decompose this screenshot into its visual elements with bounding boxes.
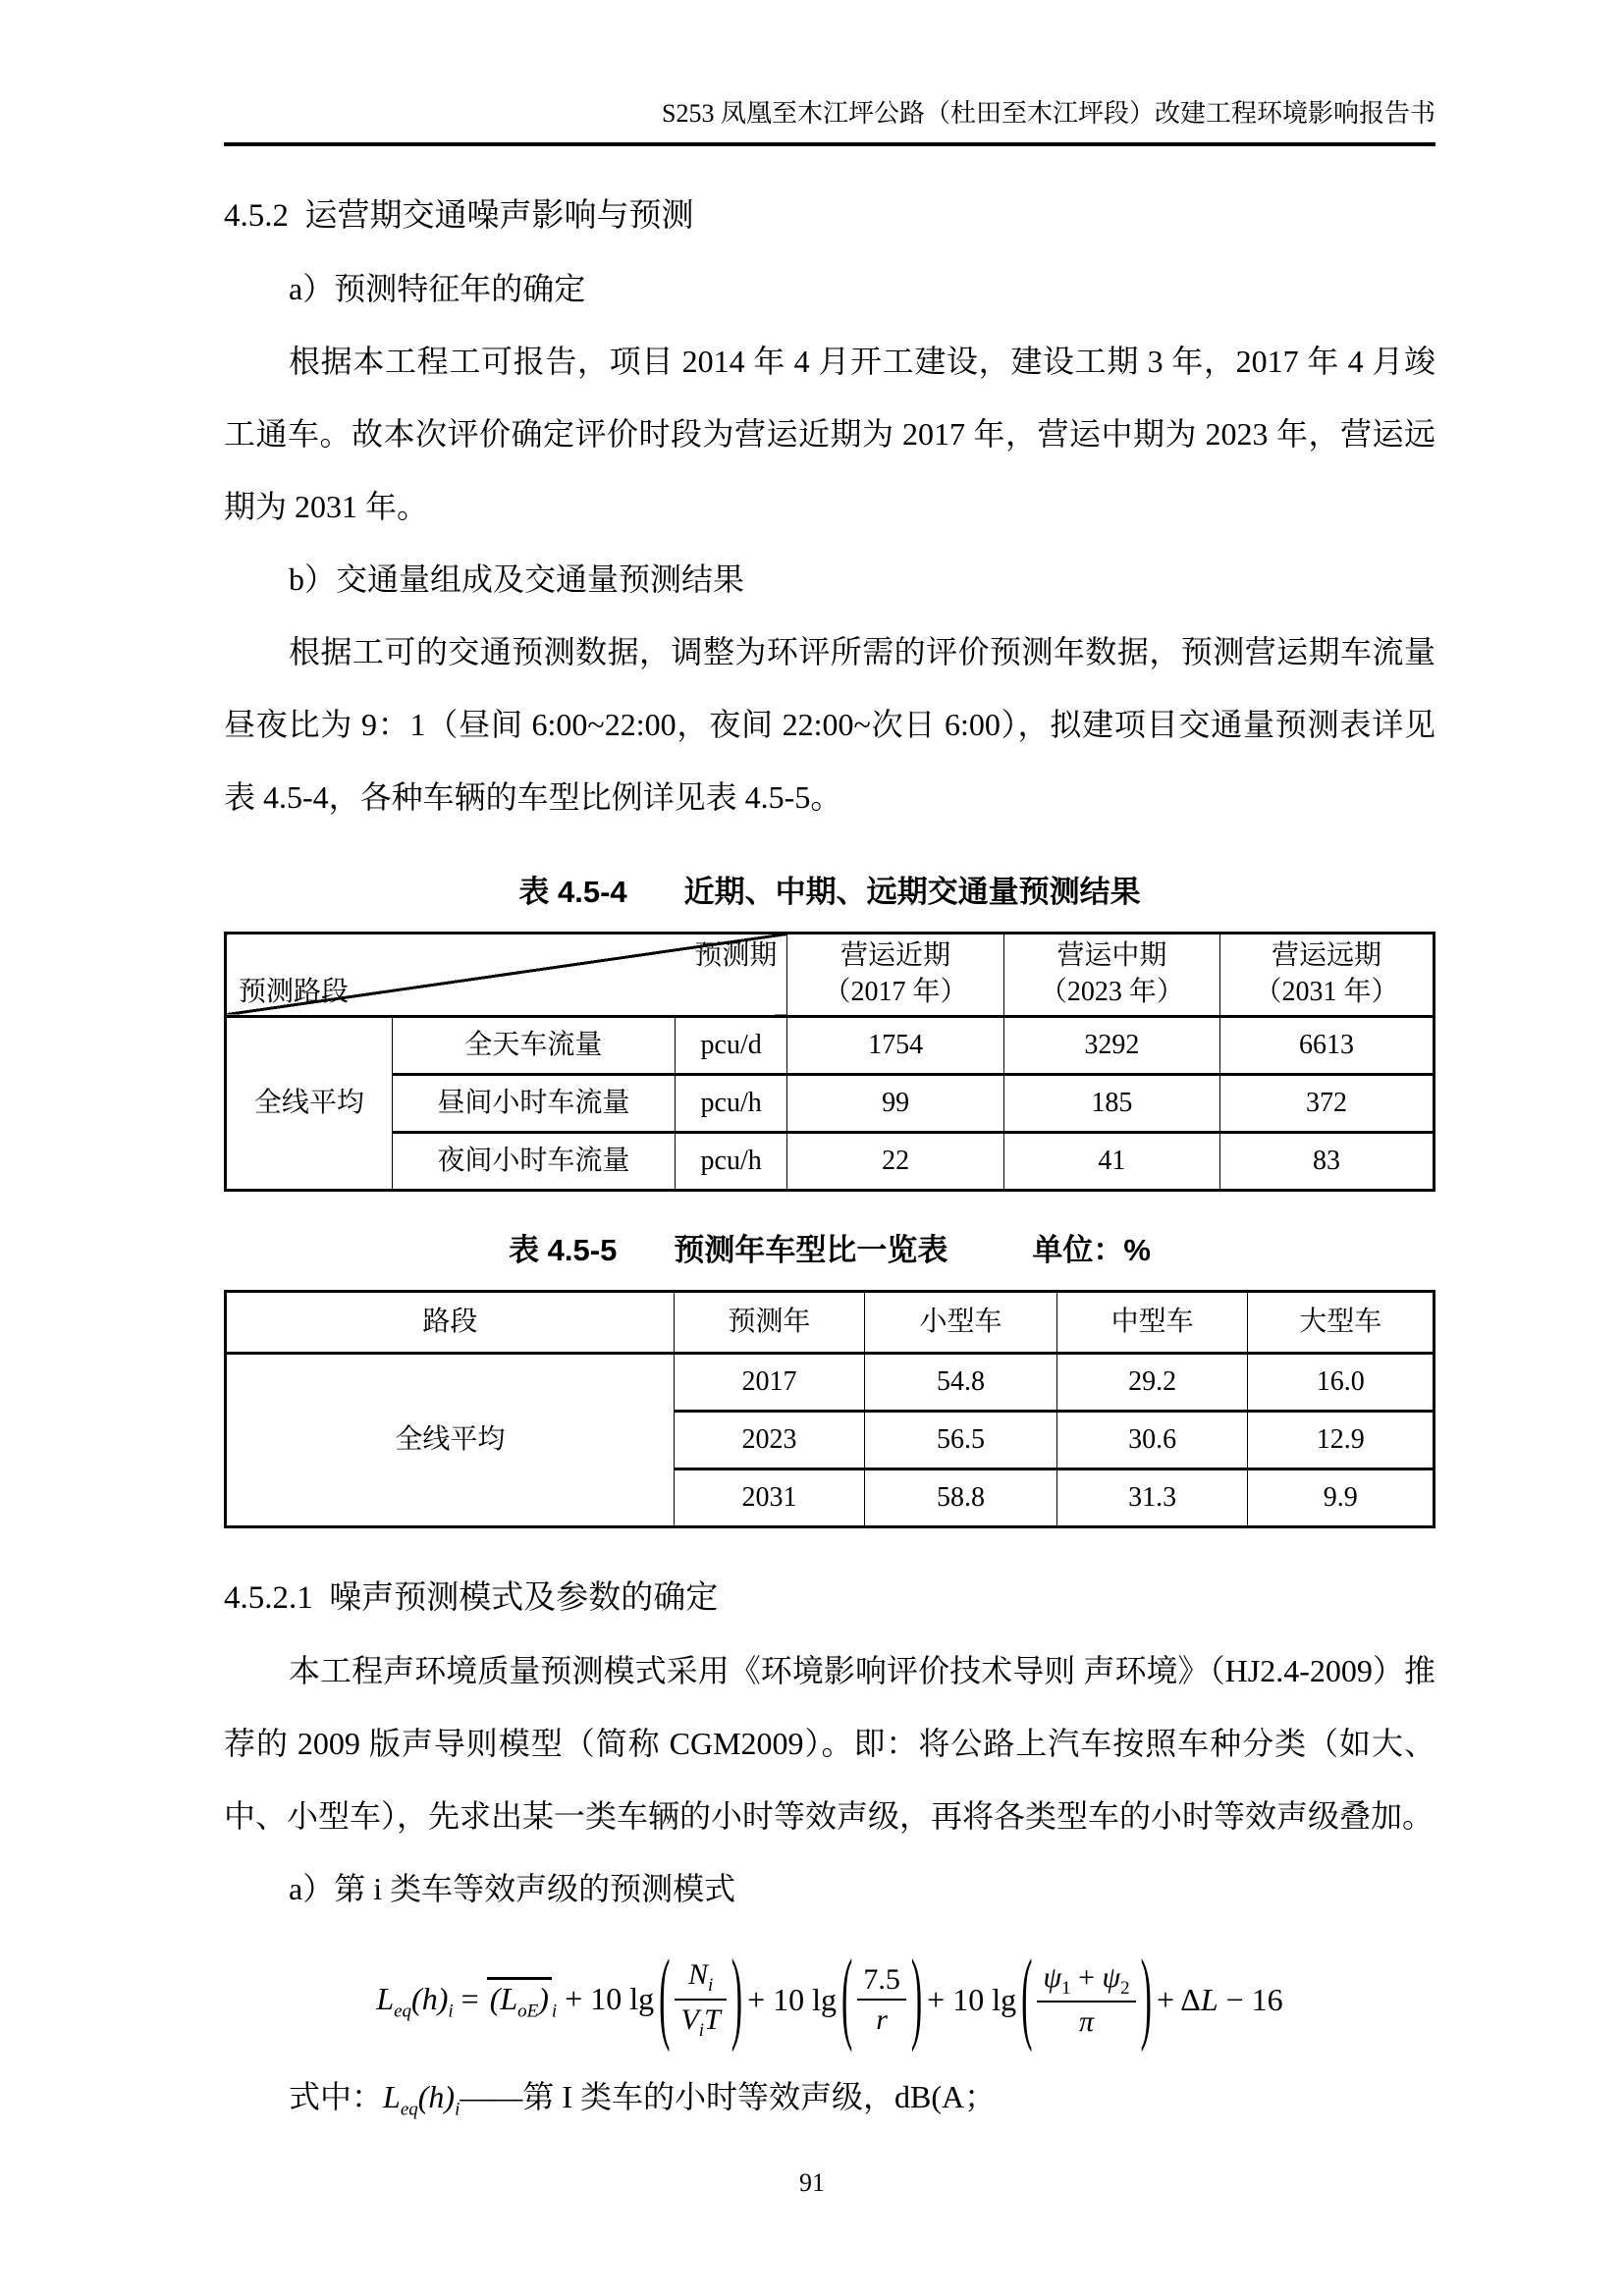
table2-caption-unit: 单位：% [1032,1232,1151,1267]
list-item-b: b）交通量组成及交通量预测结果 [289,561,745,597]
table1-caption-label: 表 4.5-4 [518,874,627,909]
cell-value: 3292 [1003,1016,1219,1074]
cell-unit: pcu/h [675,1132,786,1190]
column-header-far [1220,933,1435,1016]
cell-small: 58.8 [865,1469,1057,1527]
cell-small: 54.8 [865,1354,1057,1412]
open-paren: ( [1021,1942,1033,2055]
close-paren: ) [1140,1942,1152,2055]
cell-year: 2031 [674,1469,864,1527]
row-group-cell: 全线平均 [226,1016,393,1190]
table1-caption [224,873,1435,912]
period-name: 营运中期 [1056,940,1167,972]
period-year: （2023 年） [1039,976,1184,1007]
cell-metric: 昼间小时车流量 [392,1074,675,1132]
cell-value: 41 [1003,1132,1219,1190]
paragraph-traffic: 根据工可的交通预测数据，调整为环评所需的评价预测年数据，预测营运期车流量昼夜比为 9：1（昼间 6:00~22:00，夜间 22:00~次日 6:00），拟建项目交通量预测表详见表 4.5-4，各种车辆的车型比例详见表 4.5-5。 [224,633,1435,815]
close-paren: ) [731,1942,743,2055]
period-year: （2031 年） [1254,976,1399,1007]
diagonal-header-cell [226,933,787,1016]
header-title: S253 凤凰至木江坪公路（杜田至木江坪段）改建工程环境影响报告书 [662,99,1435,128]
section-heading-4521: 4.5.2.1 噪声预测模式及参数的确定 [224,1580,719,1617]
list-item-a1: a）预测特征年的确定 [289,270,586,306]
list-item-a2: a）第 i 类车等效声级的预测模式 [289,1871,736,1907]
row-group-cell: 全线平均 [226,1354,675,1527]
legend-label: 式中： [289,2079,384,2115]
page-header [224,0,1435,131]
cell-value: 1754 [787,1016,1003,1074]
column-header-near [787,933,1003,1016]
table2-caption-title: 预测年车型比一览表 [674,1232,948,1267]
var-L: L [376,1980,395,2016]
paragraph-schedule: 根据本工程工可报告，项目 2014 年 4 月开工建设，建设工期 3 年，2017 年 4 月竣工通车。故本次评价确定评价时段为营运近期为 2017 年，营运中期为 2023 年，营运远期为 2031 年。 [224,343,1435,524]
traffic-forecast-table [224,932,1435,1192]
cell-value: 372 [1220,1074,1435,1132]
fraction-distance: $\frac{7.5}{r}$ [857,1960,906,2039]
cell-large: 16.0 [1248,1354,1435,1412]
vehicle-type-ratio-table [224,1290,1435,1528]
column-header-large: 大型车 [1248,1292,1435,1354]
table1-caption-title: 近期、中期、远期交通量预测结果 [683,874,1141,909]
page-number: 91 [799,2168,825,2197]
cell-value: 83 [1220,1132,1435,1190]
cell-large: 12.9 [1248,1412,1435,1469]
header-rule [224,142,1435,146]
column-header-section: 路段 [226,1292,675,1354]
cell-value: 22 [787,1132,1003,1190]
cell-medium: 31.3 [1056,1469,1247,1527]
fraction-angle: $\frac{\psi_1 + \psi_2}{\pi}$ [1037,1958,1135,2042]
diagonal-label-bottom: 预测路段 [239,977,350,1008]
table-row [226,1016,1435,1074]
page-content [224,180,1435,2147]
period-name: 营运远期 [1272,940,1382,972]
formula-legend: 式中：$L_{eq}(h)_i——$第 I 类车的小时等效声级，dB(A； [289,2079,997,2120]
period-name: 营运近期 [840,940,951,972]
table-row [226,1132,1435,1190]
period-year: （2017 年） [823,976,968,1007]
table-header-row [226,1292,1435,1354]
paragraph-model: 本工程声环境质量预测模式采用《环境影响评价技术导则 声环境》（HJ2.4-2009）推荐的 2009 版声导则模型（简称 CGM2009）。即：将公路上汽车按照车种分类（如大、中、小型车），先求出某一类车辆的小时等效声级，再将各类型车的小时等效声级叠加。 [224,1653,1435,1835]
cell-year: 2017 [674,1354,864,1412]
cell-value: 99 [787,1074,1003,1132]
column-header-small: 小型车 [865,1292,1057,1354]
cell-medium: 30.6 [1056,1412,1247,1469]
overlined-term: $(L_{oE})$ [487,1977,552,2022]
cell-value: 6613 [1220,1016,1435,1074]
column-header-mid [1003,933,1219,1016]
column-header-medium: 中型车 [1056,1292,1247,1354]
cell-small: 56.5 [865,1412,1057,1469]
legend-text: ——第 I 类车的小时等效声级，dB(A； [460,2079,997,2115]
column-header-year: 预测年 [674,1292,864,1354]
table2-caption [224,1231,1435,1270]
cell-metric: 夜间小时车流量 [392,1132,675,1190]
cell-unit: pcu/d [675,1016,786,1074]
cell-medium: 29.2 [1056,1354,1247,1412]
open-paren: ( [841,1942,853,2055]
equation-lhs: $L_{eq}(h)_i = (L_{oE}) _i + 10$ lg [376,1977,654,2022]
table-row [226,1354,1435,1412]
cell-unit: pcu/h [675,1074,786,1132]
table-header-row [226,933,1435,1016]
table2-caption-label: 表 4.5-5 [509,1232,618,1267]
cell-year: 2023 [674,1412,864,1469]
open-paren: ( [659,1942,671,2055]
section-heading-452: 4.5.2 运营期交通噪声影响与预测 [224,197,694,234]
close-paren: ) [910,1942,923,2055]
table-row [226,1074,1435,1132]
equation: $L_{eq}(h)_i = (L_{oE}) _i + 10$ lg ( $\frac{N_i}{V_iT}$ ) + 10 lg ( $\frac{7.5}{r}$ ) + 10 lg ( $\frac{\psi_1 + \psi_2}{\pi}$ ) + ΔL − 16 [376,1942,1283,2055]
diagonal-label-top: 预测期 [694,939,778,971]
equation-tail: + ΔL − 16 [1156,1981,1283,2017]
cell-value: 185 [1003,1074,1219,1132]
cell-large: 9.9 [1248,1469,1435,1527]
fraction-traffic: $\frac{N_i}{V_iT}$ [675,1955,726,2043]
cell-metric: 全天车流量 [392,1016,675,1074]
